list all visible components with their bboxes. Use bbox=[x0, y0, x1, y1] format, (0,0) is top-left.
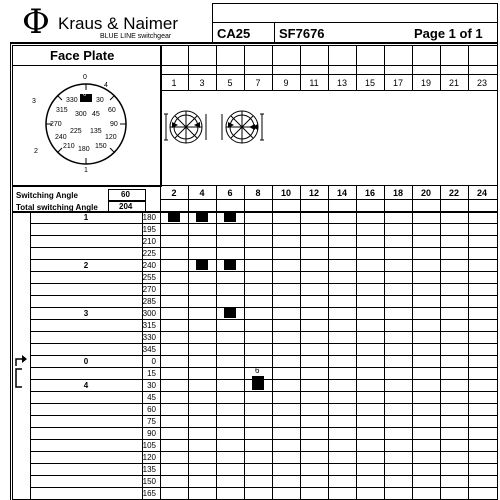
total-switching-angle-label: Total switching Angle bbox=[16, 203, 98, 212]
contact-number-top: 13 bbox=[336, 78, 347, 88]
angle-cell: 270 bbox=[142, 285, 156, 294]
dial-outer-3: 3 bbox=[32, 98, 36, 105]
angle-cell: 165 bbox=[142, 489, 156, 498]
contact-number-bottom: 2 bbox=[171, 188, 177, 198]
contact-diagram-icon bbox=[162, 92, 272, 162]
dial-outer-2: 2 bbox=[34, 148, 38, 155]
contact-number-bottom: 24 bbox=[476, 188, 487, 198]
contact-number-bottom: 16 bbox=[364, 188, 375, 198]
closed-contact-mark bbox=[224, 212, 236, 222]
closed-contact-mark bbox=[224, 308, 236, 318]
contact-number-top: 11 bbox=[309, 78, 319, 88]
contact-number-bottom: 18 bbox=[392, 188, 403, 198]
dial-inner-150: 150 bbox=[95, 143, 107, 150]
angle-cell: 315 bbox=[142, 321, 156, 330]
dial-inner-135: 135 bbox=[90, 128, 102, 135]
angle-cell: 135 bbox=[142, 465, 156, 474]
closed-contact-mark bbox=[224, 260, 236, 270]
contact-number-top: 17 bbox=[392, 78, 403, 88]
contact-number-bottom: 4 bbox=[199, 188, 205, 198]
dial-inner-225: 225 bbox=[70, 128, 82, 135]
angle-cell: 345 bbox=[142, 345, 156, 354]
angle-cell: 330 bbox=[142, 333, 156, 342]
contact-number-bottom: 14 bbox=[336, 188, 347, 198]
angle-cell: 75 bbox=[147, 417, 156, 426]
dial-inner-210: 210 bbox=[63, 143, 75, 150]
closed-contact-mark bbox=[168, 212, 180, 222]
position-label: 3 bbox=[83, 309, 89, 318]
contact-number-top: 23 bbox=[476, 78, 487, 88]
model-number: CA25 bbox=[217, 26, 251, 41]
angle-cell: 150 bbox=[142, 477, 156, 486]
dial-inner-315: 315 bbox=[56, 107, 68, 114]
contact-number-bottom: 8 bbox=[255, 188, 261, 198]
closed-contact-mark bbox=[252, 376, 264, 390]
angle-cell: 195 bbox=[142, 225, 156, 234]
dial-inner-30: 30 bbox=[96, 97, 104, 104]
transition-note: 6 bbox=[255, 366, 260, 375]
angle-cell: 105 bbox=[142, 441, 156, 450]
face-plate-title: Face Plate bbox=[50, 48, 115, 63]
position-label: 4 bbox=[83, 381, 89, 390]
dial-inner-90: 90 bbox=[110, 121, 118, 128]
document-code: SF7676 bbox=[279, 26, 325, 41]
angle-cell: 15 bbox=[147, 369, 156, 378]
contact-number-top: 9 bbox=[283, 78, 289, 88]
angle-cell: 300 bbox=[142, 309, 156, 318]
contact-number-bottom: 10 bbox=[280, 188, 291, 198]
dial-inner-270: 270 bbox=[50, 121, 62, 128]
switching-angle-value: 60 bbox=[121, 190, 130, 199]
dial-inner-0: 0 bbox=[83, 92, 87, 98]
contact-number-top: 21 bbox=[448, 78, 459, 88]
angle-cell: 285 bbox=[142, 297, 156, 306]
angle-cell: 225 bbox=[142, 249, 156, 258]
dial-inner-330: 330 bbox=[66, 97, 78, 104]
angle-cell: 210 bbox=[142, 237, 156, 246]
contact-number-top: 15 bbox=[364, 78, 375, 88]
dial-outer-4: 4 bbox=[104, 82, 108, 89]
position-label: 2 bbox=[83, 261, 89, 270]
page-indicator: Page 1 of 1 bbox=[414, 26, 483, 41]
total-switching-angle-value: 204 bbox=[119, 202, 133, 211]
contact-number-bottom: 6 bbox=[227, 188, 233, 198]
angle-cell: 60 bbox=[147, 405, 156, 414]
dial-inner-45: 45 bbox=[92, 111, 100, 118]
dial-inner-180: 180 bbox=[78, 146, 90, 153]
logo-symbol-icon: Φ bbox=[22, 2, 50, 42]
logo bbox=[18, 4, 208, 44]
contact-number-top: 19 bbox=[420, 78, 431, 88]
dial-inner-60: 60 bbox=[108, 107, 116, 114]
contact-number-top: 5 bbox=[227, 78, 233, 88]
dial-inner-240: 240 bbox=[55, 134, 67, 141]
contact-number-bottom: 22 bbox=[448, 188, 459, 198]
angle-cell: 90 bbox=[147, 429, 156, 438]
angle-cell: 45 bbox=[147, 393, 156, 402]
dial-outer-1: 1 bbox=[84, 167, 88, 174]
angle-cell: 240 bbox=[142, 261, 156, 270]
contact-number-top: 7 bbox=[255, 78, 261, 88]
angle-cell: 255 bbox=[142, 273, 156, 282]
brand-tagline: BLUE LINE switchgear bbox=[100, 33, 172, 40]
closed-contact-mark bbox=[196, 260, 208, 270]
contact-number-top: 3 bbox=[199, 78, 205, 88]
bracket-icon bbox=[14, 368, 24, 388]
angle-cell: 30 bbox=[147, 381, 156, 390]
angle-cell: 180 bbox=[142, 213, 156, 222]
position-label: 0 bbox=[83, 357, 89, 366]
angle-cell: 120 bbox=[142, 453, 156, 462]
arrow-right-icon bbox=[14, 354, 28, 366]
closed-contact-mark bbox=[196, 212, 208, 222]
contact-number-top: 1 bbox=[171, 78, 177, 88]
angle-cell: 0 bbox=[151, 357, 156, 366]
position-label: 1 bbox=[83, 213, 89, 222]
contact-number-bottom: 12 bbox=[308, 188, 319, 198]
dial-outer-0: 0 bbox=[83, 74, 87, 81]
dial-labels bbox=[12, 66, 160, 184]
contact-number-bottom: 20 bbox=[420, 188, 431, 198]
dial-inner-120: 120 bbox=[105, 134, 117, 141]
brand-name: Kraus & Naimer bbox=[58, 14, 178, 33]
dial-inner-300: 300 bbox=[75, 111, 87, 118]
switching-angle-label: Switching Angle bbox=[16, 191, 78, 200]
